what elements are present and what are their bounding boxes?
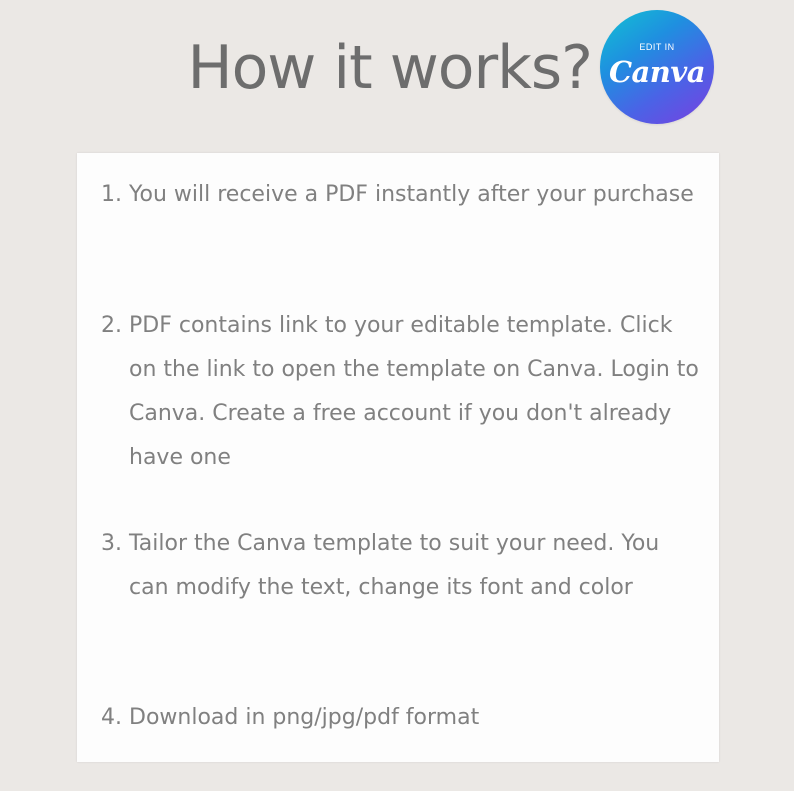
step-4 [101,696,701,740]
step-text: PDF contains link to your editable template. Click on the link to open the template on Canva. Login to Canva. Create a free account if you don't already have one [129,313,699,470]
step-number: 1. [101,182,122,207]
badge-caption: EDIT IN [639,42,675,52]
step-1 [101,173,701,217]
edit-in-canva-badge [600,10,714,124]
page-title: How it works? [187,33,592,103]
step-3 [101,522,701,610]
step-number: 4. [101,705,122,730]
step-text: You will receive a PDF instantly after your purchase [129,182,694,207]
step-text: Tailor the Canva template to suit your need. You can modify the text, change its font and color [129,531,660,600]
step-text: Download in png/jpg/pdf format [129,705,480,730]
step-number: 2. [101,313,122,338]
step-2 [101,304,701,480]
canva-logo: Canva [608,55,706,89]
step-number: 3. [101,531,122,556]
instructions-card [77,153,719,762]
